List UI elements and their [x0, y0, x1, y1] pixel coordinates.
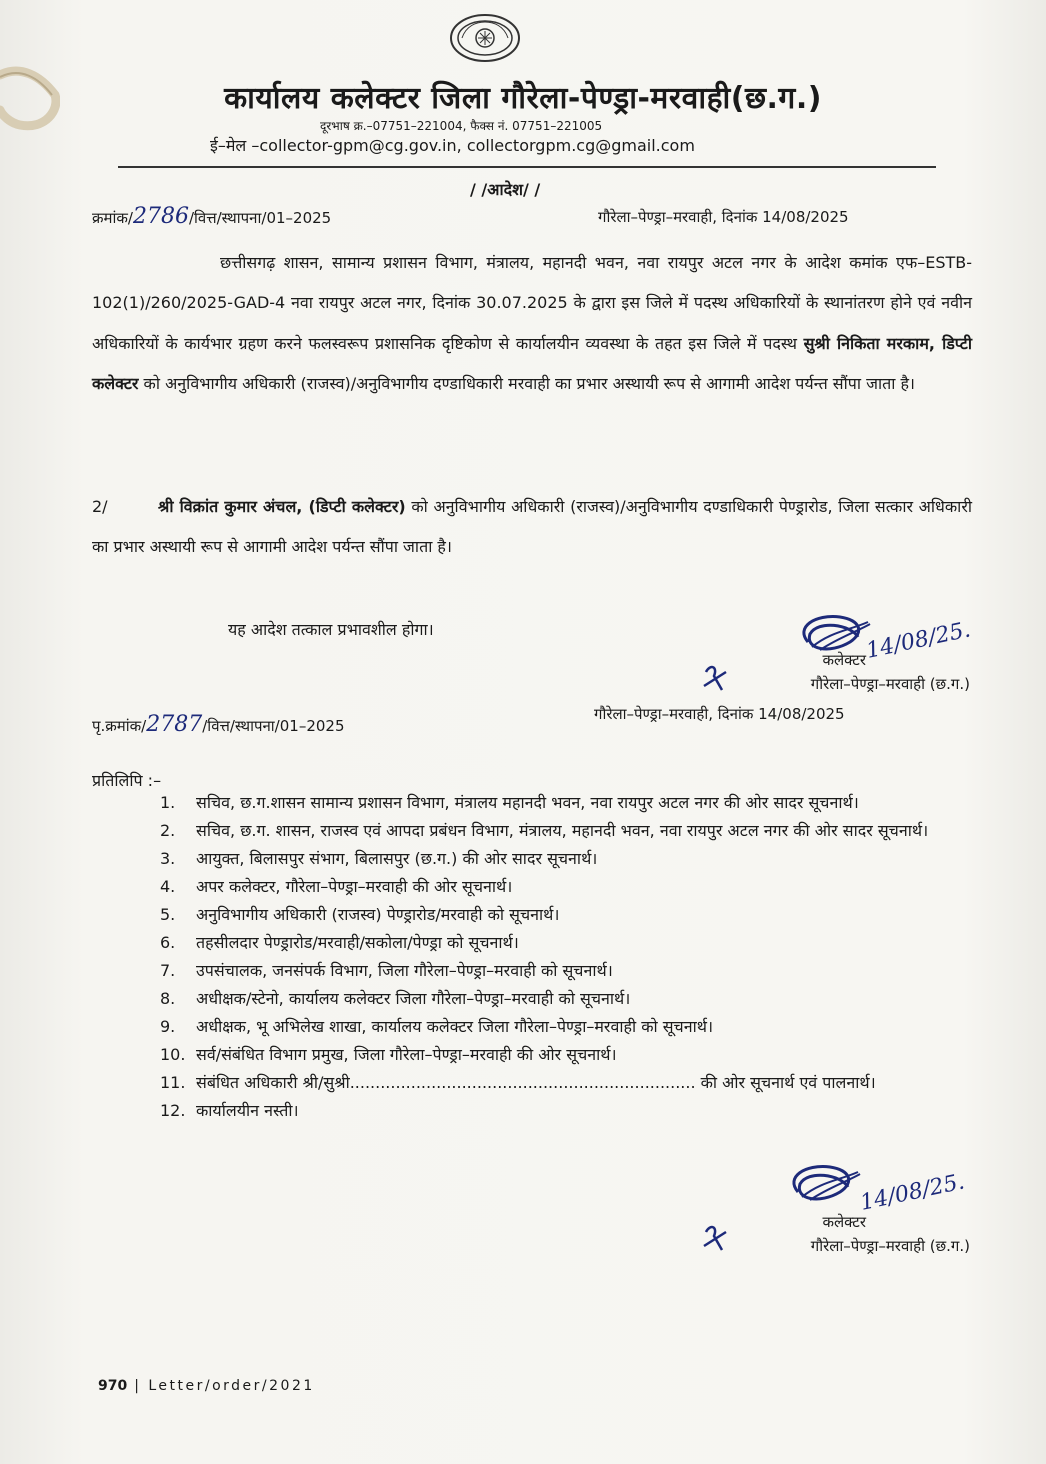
signature-block-2 [710, 1190, 970, 1260]
copy-reference [92, 712, 345, 737]
ref-number-handwritten: 2786 [132, 204, 189, 229]
list-item: 3. आयुक्त, बिलासपुर संभाग, बिलासपुर (छ.ग.) की ओर सादर सूचनार्थ। [160, 849, 598, 868]
signature-date-handwritten: 14/08/25. [864, 617, 973, 664]
order-place-date: गौरेला–पेण्ड्रा–मरवाही, दिनांक 14/08/2025 [598, 208, 849, 226]
para1-text-b: को अनुविभागीय अधिकारी (राजस्व)/अनुविभागीय दण्डाधिकारी मरवाही का प्रभार अस्थायी रूप से आगामी आदेश पर्यन्त सौंपा जाता है। [138, 374, 915, 394]
list-item: 4. अपर कलेक्टर, गौरेला–पेण्ड्रा–मरवाही की ओर सूचनार्थ। [160, 877, 513, 896]
list-item: 1. सचिव, छ.ग.शासन सामान्य प्रशासन विभाग, मंत्रालय महानदी भवन, नवा रायपुर अटल नगर की ओर सादर सूचनार्थ। [160, 793, 859, 812]
list-item: 9. अधीक्षक, भू अभिलेख शाखा, कार्यालय कलेक्टर जिला गौरेला–पेण्ड्रा–मरवाही को सूचनार्थ। [160, 1017, 714, 1036]
order-paragraph-2 [92, 487, 972, 568]
effect-statement: यह आदेश तत्काल प्रभावशील होगा। [228, 620, 434, 639]
list-item: 6. तहसीलदार पेण्ड्रारोड/मरवाही/सकोला/पेण्ड्रा को सूचनार्थ। [160, 933, 519, 952]
signature-date-handwritten-2: 14/08/25. [858, 1169, 967, 1216]
list-item: 11. संबंधित अधिकारी श्री/सुश्री.................................................................... की ओर सूचनार्थ एवं पालनार्थ। [160, 1073, 876, 1092]
copy-heading: प्रतिलिपि :– [92, 771, 162, 790]
list-item: 10. सर्व/संबंधित विभाग प्रमुख, जिला गौरेला–पेण्ड्रा–मरवाही की ओर सूचनार्थ। [160, 1045, 617, 1064]
footer-label: | Letter/order/2021 [134, 1378, 315, 1394]
list-item: 5. अनुविभागीय अधिकारी (राजस्व) पेण्ड्रारोड/मरवाही को सूचनार्थ। [160, 905, 560, 924]
order-heading: / /आदेश/ / [470, 180, 541, 199]
page-footer [98, 1378, 315, 1394]
signature-designation: कलेक्टर [822, 651, 866, 669]
list-item: 8. अधीक्षक/स्टेनो, कार्यालय कलेक्टर जिला गौरेला–पेण्ड्रा–मरवाही को सूचनार्थ। [160, 989, 631, 1008]
para2-number: 2/ [92, 497, 108, 516]
para2-text: को अनुविभागीय अधिकारी (राजस्व)/अनुविभागीय दण्डाधिकारी पेण्ड्रारोड, जिला सत्कार अधिकारी का प्रभार अस्थायी रूप से आगामी आदेश पर्यन्त सौंपा जाता है। [92, 497, 973, 557]
signature-designation-2: कलेक्टर [822, 1213, 866, 1231]
copy-ref-number-handwritten: 2787 [146, 712, 203, 737]
ref-suffix: /वित्त/स्थापना/01–2025 [188, 209, 332, 227]
header-divider [118, 166, 936, 168]
para2-officer-name: श्री विक्रांत कुमार अंचल, (डिप्टी कलेक्टर) [158, 497, 406, 516]
office-title: कार्यालय कलेक्टर जिला गौरेला-पेण्ड्रा-मरवाही(छ.ग.) [224, 81, 822, 116]
list-item: 7. उपसंचालक, जनसंपर्क विभाग, जिला गौरेला–पेण्ड्रा–मरवाही को सूचनार्थ। [160, 961, 613, 980]
signature-district-2: गौरेला–पेण्ड्रा–मरवाही (छ.ग.) [810, 1237, 970, 1255]
state-emblem-logo [448, 12, 522, 64]
copy-ref-prefix: पृ.क्रमांक/ [92, 717, 147, 735]
para1-text-a: छत्तीसगढ़ शासन, सामान्य प्रशासन विभाग, मंत्रालय, महानदी भवन, नवा रायपुर अटल नगर के आदेश कमांक एफ–ESTB-102(1)/260/2025-GAD-4 नवा रायपुर अटल नगर, दिनांक 30.07.2025 के द्वारा इस जिले में पदस्थ अधिकारियों के स्थानांतरण होने एवं नवीन अधिकारियों के कार्यभार ग्रहण करने फलस्वरूप प्रशासनिक दृष्टिकोण से कार्यालयीन व्यवस्था के तहत इस जिले में पदस्थ [92, 253, 972, 353]
email-line: ई–मेल –collector-gpm@cg.gov.in, collectorgpm.cg@gmail.com [210, 136, 695, 155]
list-item: 2. सचिव, छ.ग. शासन, राजस्व एवं आपदा प्रबंधन विभाग, मंत्रालय, महानदी भवन, नवा रायपुर अटल नगर की ओर सादर सूचनार्थ। [160, 821, 929, 840]
para1-officer-name: सुश्री निकिता मरकाम, डिप्टी कलेक्टर [92, 333, 972, 394]
signature-block-1 [710, 628, 970, 698]
order-paragraph-1 [92, 243, 972, 405]
ref-prefix: क्रमांक/ [92, 209, 133, 227]
footer-page-number: 970 [98, 1378, 128, 1394]
copy-place-date: गौरेला–पेण्ड्रा–मरवाही, दिनांक 14/08/2025 [594, 705, 845, 723]
signature-district: गौरेला–पेण्ड्रा–मरवाही (छ.ग.) [810, 675, 970, 693]
order-reference [92, 204, 331, 229]
list-item: 12. कार्यालयीन नस्ती। [160, 1101, 299, 1120]
phone-fax-line: दूरभाष क्र.–07751–221004, फैक्स नं. 07751–221005 [320, 119, 603, 133]
copy-recipient-list [160, 790, 972, 1126]
copy-ref-suffix: /वित्त/स्थापना/01–2025 [202, 717, 345, 735]
